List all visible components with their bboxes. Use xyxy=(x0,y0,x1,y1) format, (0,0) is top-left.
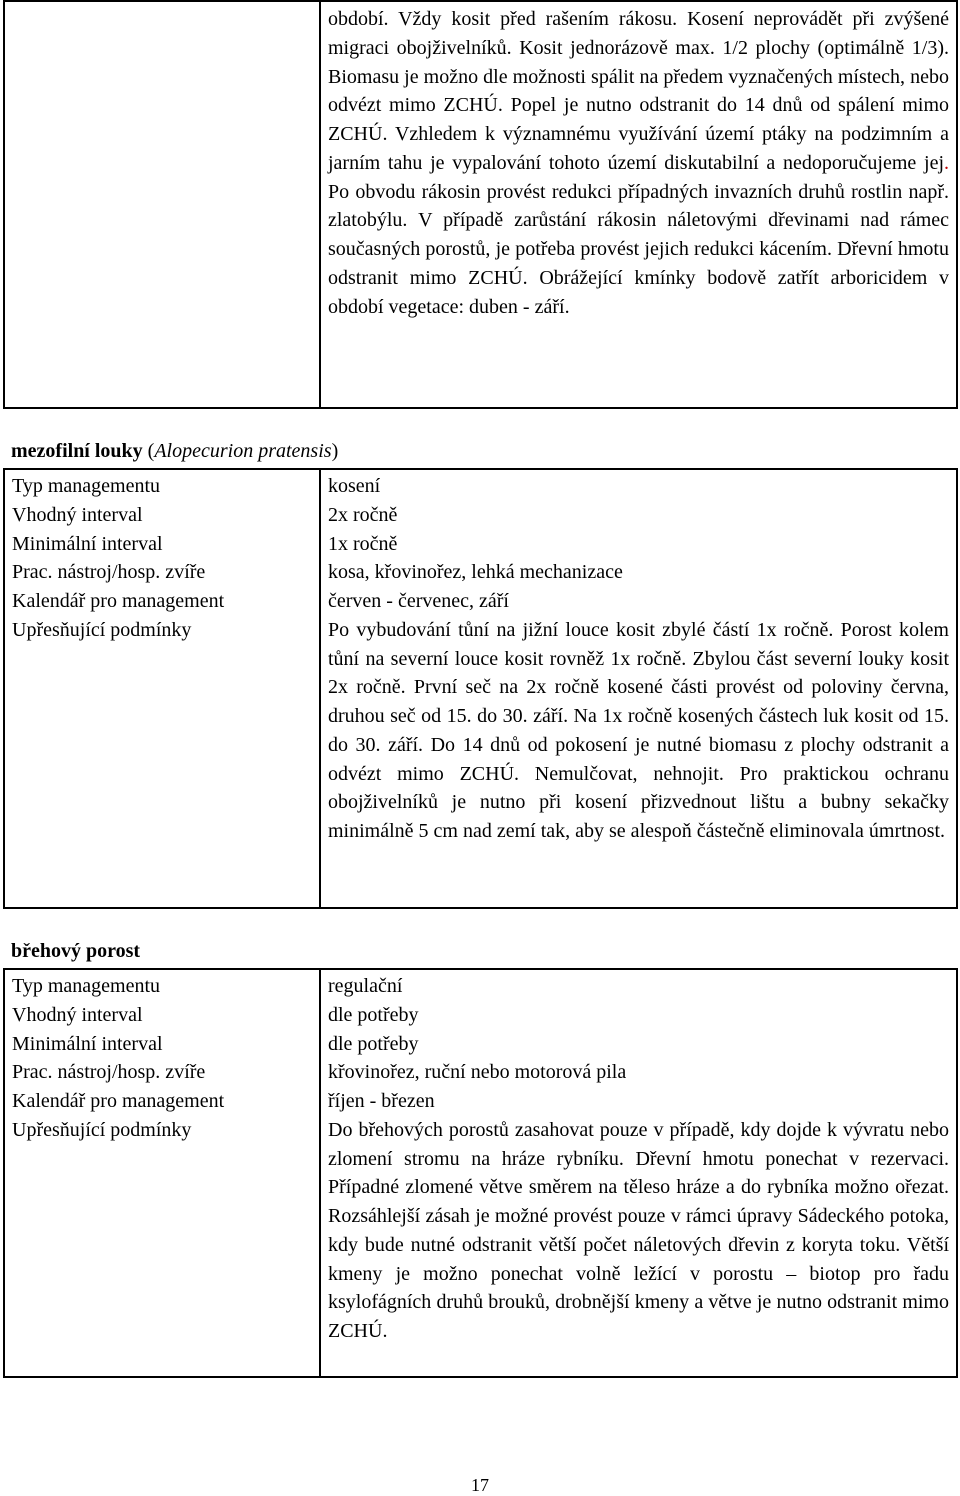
column-divider xyxy=(319,470,321,907)
table-row xyxy=(5,530,956,559)
row-value: Po vybudování tůní na jižní louce kosit zbylé částí 1x ročně. Porost kolem tůní na severní louce kosit rovněž 1x ročně. Zbylou část severní louky kosit 2x ročně. První seč na 2x ročně kosené části provést od poloviny června, druhou seč od 15. do 30. září. Na 1x ročně kosených částech luk kosit od 15. do 30. září. Do 14 dnů od pokosení je nutné biomasu z plochy odstranit a odvézt mimo ZCHÚ. Nemulčovat, nehnojit. Pro praktickou ochranu obojživelníků je nutno při kosení přizvednout lištu a bubny sekačky minimálně 5 cm nad zemí tak, aby se alespoň částečně eliminovala úmrtnost. xyxy=(328,618,949,842)
row-value: 2x ročně xyxy=(328,503,398,526)
section-heading-meadow xyxy=(11,437,338,465)
meadow-table xyxy=(3,468,958,909)
column-divider xyxy=(319,2,321,407)
row-value: říjen - březen xyxy=(328,1090,435,1112)
section-heading-bank-bold: břehový porost xyxy=(11,940,141,962)
row-label: Vhodný interval xyxy=(12,1003,143,1026)
heading-paren-open: ( xyxy=(142,440,155,462)
row-value: kosa, křovinořez, lehká mechanizace xyxy=(328,561,623,584)
section-heading-meadow-bold: mezofilní louky xyxy=(11,440,143,462)
row-label: Upřesňující podmínky xyxy=(12,618,192,641)
table-row xyxy=(5,1087,956,1116)
column-divider xyxy=(319,970,321,1376)
table-row xyxy=(5,616,956,846)
row-label: Typ managementu xyxy=(12,475,160,497)
top-continuation-block xyxy=(3,0,958,409)
table-row xyxy=(5,587,956,616)
table-row xyxy=(5,970,956,1001)
row-label: Kalendář pro management xyxy=(12,590,225,612)
top-text-part-a: období. Vždy kosit před rašením rákosu. Kosení neprovádět při zvýšené migraci obojživelníků. Kosit jednorázově max. 1/2 plochy (optimálně 1/3). Biomasu je možno dle možnosti spálit na předem vyznačených místech, nebo odvézt mimo ZCHÚ. Popel je nutno odstranit do 14 dnů od spálení mimo ZCHÚ. Vzhledem k významnému využívání území ptáky na podzimním a jarním tahu je vypalování tohoto území diskutabilní a nedoporučujeme jej xyxy=(328,8,949,174)
table-row xyxy=(5,1116,956,1346)
section-heading-meadow-italic: Alopecurion pratensis xyxy=(154,440,332,462)
table-row xyxy=(5,501,956,530)
table-row xyxy=(5,470,956,501)
table-row xyxy=(5,558,956,587)
row-value: dle potřeby xyxy=(328,1003,419,1026)
top-continuation-row xyxy=(5,2,956,321)
table-row xyxy=(5,1001,956,1030)
row-label: Typ managementu xyxy=(12,975,160,997)
bank-table xyxy=(3,968,958,1378)
empty-label-cell xyxy=(5,2,321,321)
row-label: Prac. nástroj/hosp. zvíře xyxy=(12,561,206,584)
row-label: Vhodný interval xyxy=(12,503,143,526)
table-row xyxy=(5,1030,956,1059)
top-text-part-b: Po obvodu rákosin provést redukci případných invazních druhů rostlin např. zlatobýlu. V případě zarůstání rákosin náletovými dřevinami nad rámec současných porostů, je potřeba provést jejich redukci kácením. Dřevní hmotu odstranit mimo ZCHÚ. Obrážející kmínky bodově zatřít arboricidem v období vegetace: duben - září. xyxy=(328,180,949,318)
row-label: Kalendář pro management xyxy=(12,1090,225,1112)
row-value: křovinořez, ruční nebo motorová pila xyxy=(328,1061,627,1084)
row-label: Minimální interval xyxy=(12,532,163,555)
row-value: Do břehových porostů zasahovat pouze v případě, kdy dojde k vývratu nebo zlomení stromu na hráze rybníku. Dřevní hmotu ponechat v rezervaci. Případné zlomené větve směrem na těleso hráze a do rybníka možno ořezat. Rozsáhlejší zásah je možné provést pouze v rámci úpravy Sádeckého potoka, kdy bude nutné odstranit větší počet náletových dřevin z koryta toku. Větší kmeny je možno ponechat volně ležící v porostu – biotop pro řadu ksylofágních druhů brouků, drobnější kmeny a větve je nutno odstranit mimo ZCHÚ. xyxy=(328,1118,949,1342)
page-number: 17 xyxy=(471,1475,489,1495)
top-continuation-text xyxy=(321,2,956,321)
row-label: Prac. nástroj/hosp. zvíře xyxy=(12,1061,206,1084)
row-value: regulační xyxy=(328,975,403,997)
table-row xyxy=(5,1058,956,1087)
section-heading-bank xyxy=(11,937,140,965)
row-value: dle potřeby xyxy=(328,1032,419,1055)
row-value: 1x ročně xyxy=(328,532,398,555)
row-label: Upřesňující podmínky xyxy=(12,1118,192,1141)
row-value: červen - červenec, září xyxy=(328,590,509,612)
row-value: kosení xyxy=(328,475,381,497)
red-period: . xyxy=(944,151,949,174)
heading-paren-close: ) xyxy=(331,440,339,462)
row-label: Minimální interval xyxy=(12,1032,163,1055)
